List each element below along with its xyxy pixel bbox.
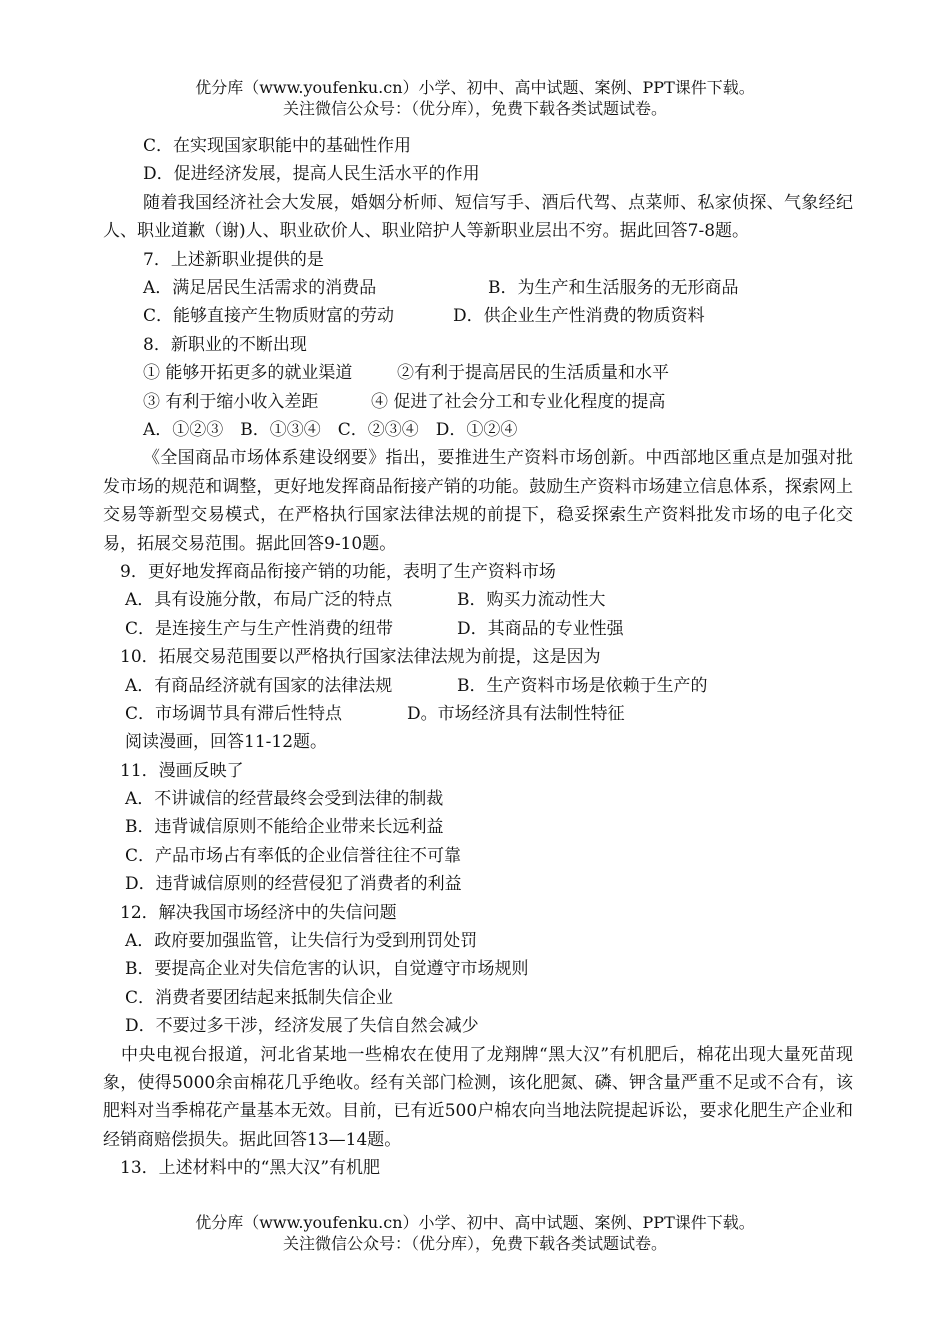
q8-item-1: ① 能够开拓更多的就业渠道 (143, 363, 353, 384)
footer-line-2: 关注微信公众号：（优分库），免费下载各类试题试卷。 (282, 1234, 667, 1253)
footer-line-1: 优分库（www.youfenku.cn）小学、初中、高中试题、案例、PPT课件下载。 (195, 1213, 755, 1232)
q12-option-d: D．不要过多干涉，经济发展了失信自然会减少 (125, 1016, 479, 1037)
q9-stem: 9．更好地发挥商品衔接产销的功能，表明了生产资料市场 (120, 561, 556, 582)
q8-items-34 (103, 388, 853, 416)
q12-option-a: A．政府要加强监管，让失信行为受到刑罚处罚 (125, 931, 478, 952)
page-header (0, 77, 950, 119)
q9-option-d: D．其商品的专业性强 (457, 618, 624, 639)
prev-option-c: C．在实现国家职能中的基础性作用 (143, 136, 412, 156)
q11-option-d: D．违背诚信原则的经营侵犯了消费者的利益 (125, 874, 462, 895)
q9-options-ab (103, 586, 853, 614)
q10-stem: 10．拓展交易范围要以严格执行国家法律法规为前提，这是因为 (120, 647, 601, 668)
q10-option-b: B．生产资料市场是依赖于生产的 (457, 675, 708, 696)
prev-option-d: D．促进经济发展，提高人民生活水平的作用 (143, 164, 480, 185)
material-new-jobs: 随着我国经济社会大发展，婚姻分析师、短信写手、酒后代驾、点菜师、私家侦探、气象经纪人、职业道歉（谢)人、职业砍价人、职业陪护人等新职业层出不穷。据此回答7-8题。 (103, 192, 853, 242)
q12-option-c: C．消费者要团结起来抵制失信企业 (125, 987, 394, 1008)
document-body (103, 132, 853, 1183)
q9-option-a: A．具有设施分散，布局广泛的特点 (125, 590, 393, 611)
page-footer (0, 1212, 950, 1254)
q7-option-b: B．为生产和生活服务的无形商品 (488, 277, 739, 298)
q8-items-12 (103, 359, 853, 387)
q7-option-a: A．满足居民生活需求的消费品 (143, 277, 377, 298)
q7-options-cd (103, 302, 853, 330)
q11-option-a: A．不讲诚信的经营最终会受到法律的制裁 (125, 789, 444, 810)
q8-item-3: ③ 有利于缩小收入差距 (143, 391, 319, 412)
q11-stem: 11．漫画反映了 (120, 760, 244, 781)
q11-option-c: C．产品市场占有率低的企业信誉往往不可靠 (125, 845, 462, 866)
q11-option-b: B．违背诚信原则不能给企业带来长远利益 (125, 817, 444, 838)
comic-intro: 阅读漫画，回答11-12题。 (125, 732, 328, 753)
q10-option-c: C．市场调节具有滞后性特点 (125, 703, 343, 724)
q9-options-cd (103, 615, 853, 643)
q7-stem: 7．上述新职业提供的是 (143, 249, 324, 270)
q7-options-ab (103, 274, 853, 302)
q12-option-b: B．要提高企业对失信危害的认识，自觉遵守市场规则 (125, 959, 529, 980)
q13-stem: 13．上述材料中的“黑大汉”有机肥 (120, 1158, 381, 1179)
q10-options-cd (103, 700, 853, 728)
q8-item-4: ④ 促进了社会分工和专业化程度的提高 (371, 391, 666, 412)
q9-option-b: B．购买力流动性大 (457, 590, 606, 611)
header-line-1: 优分库（www.youfenku.cn）小学、初中、高中试题、案例、PPT课件下载。 (195, 78, 755, 97)
material-fertilizer: 中央电视台报道，河北省某地一些棉农在使用了龙翔牌“黑大汉”有机肥后，棉花出现大量死苗现象，使得5000余亩棉花几乎绝收。经有关部门检测，该化肥氮、磷、钾含量严重不足或不合有，该肥料对当季棉花产量基本无效。目前，已有近500户棉农向当地法院提起诉讼，要求化肥生产企业和经销商赔偿损失。据此回答13—14题。 (103, 1044, 853, 1150)
q9-option-c: C．是连接生产与生产性消费的纽带 (125, 618, 394, 639)
q10-option-a: A．有商品经济就有国家的法律法规 (125, 675, 393, 696)
q8-options: A．①②③ B．①③④ C．②③④ D．①②④ (143, 419, 518, 440)
q10-option-d: D。市场经济具有法制性特征 (407, 703, 625, 724)
material-market-outline: 《全国商品市场体系建设纲要》指出，要推进生产资料市场创新。中西部地区重点是加强对批发市场的规范和调整，更好地发挥商品衔接产销的功能。鼓励生产资料市场建立信息体系，探索网上交易等新型交易模式，在严格执行国家法律法规的前提下，稳妥探索生产资料批发市场的电子化交易，拓展交易范围。据此回答9-10题。 (103, 448, 853, 554)
q12-stem: 12．解决我国市场经济中的失信问题 (120, 902, 397, 923)
q8-stem: 8．新职业的不断出现 (143, 334, 307, 355)
header-line-2: 关注微信公众号：（优分库），免费下载各类试题试卷。 (282, 99, 667, 118)
q7-option-d: D．供企业生产性消费的物质资料 (453, 306, 705, 327)
q7-option-c: C．能够直接产生物质财富的劳动 (143, 306, 395, 327)
q10-options-ab (103, 672, 853, 700)
q8-item-2: ②有利于提高居民的生活质量和水平 (397, 363, 669, 384)
